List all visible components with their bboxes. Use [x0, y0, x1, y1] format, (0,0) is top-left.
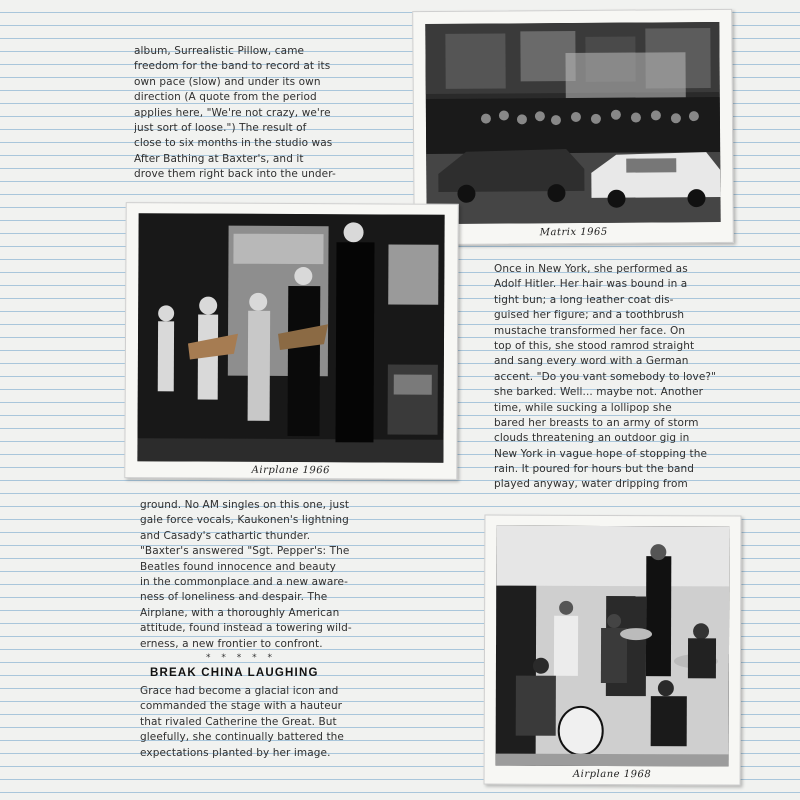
- text-line: Grace had become a glacial icon and: [140, 685, 339, 697]
- text-line: album, Surrealistic Pillow, came: [134, 45, 305, 57]
- text-line: applies here, "We're not crazy, we're: [134, 106, 331, 119]
- text-line: gale force vocals, Kaukonen's lightning: [140, 514, 349, 527]
- text-line: in the commonplace and a new aware-: [140, 575, 348, 588]
- text-line: New York in vague hope of stopping the: [494, 447, 708, 460]
- text-line: freedom for the band to record at its: [134, 60, 331, 73]
- text-line: drove them right back into the under-: [134, 168, 336, 181]
- text-line: Adolf Hitler. Her hair was bound in a: [494, 278, 688, 291]
- photo-card-matrix-1965: [412, 9, 734, 245]
- photo-card-airplane-1968: [484, 515, 742, 786]
- text-line: ness of loneliness and despair. The: [140, 591, 328, 604]
- text-line: own pace (slow) and under its own: [134, 75, 321, 88]
- body-text-column-2: [494, 262, 744, 493]
- body-text-column-1: [134, 44, 384, 183]
- text-line: Once in New York, she performed as: [494, 263, 688, 275]
- text-line: mustache transformed her face. On: [494, 324, 686, 337]
- section-divider-stars: * * * * *: [206, 653, 276, 663]
- band-in-studio-photo: [496, 526, 730, 767]
- text-line: accent. "Do you vant somebody to love?": [494, 370, 717, 383]
- text-line: and Casady's cathartic thunder.: [140, 529, 311, 542]
- body-text-column-4: [140, 684, 400, 761]
- text-line: that rivaled Catherine the Great. But: [140, 715, 337, 728]
- text-line: just sort of loose.") The result of: [134, 121, 307, 134]
- text-line: and sang every word with a German: [494, 355, 689, 368]
- section-heading: BREAK CHINA LAUGHING: [150, 667, 319, 679]
- text-line: Airplane, with a thoroughly American: [140, 606, 340, 619]
- photo-caption: Airplane 1968: [572, 768, 652, 781]
- text-line: erness, a new frontier to confront.: [140, 637, 323, 650]
- text-line: gleefully, she continually battered the: [140, 731, 344, 744]
- text-line: bared her breasts to an army of storm: [494, 416, 699, 429]
- photo-caption: Airplane 1966: [251, 464, 330, 477]
- text-line: After Bathing at Baxter's, and it: [134, 152, 304, 165]
- text-line: commanded the stage with a hauteur: [140, 700, 343, 713]
- text-line: direction (A quote from the period: [134, 91, 317, 104]
- photo-caption: Matrix 1965: [539, 226, 608, 239]
- text-line: ground. No AM singles on this one, just: [140, 499, 350, 511]
- photo-card-airplane-1966: [124, 202, 458, 480]
- band-on-stage-photo: [137, 213, 444, 463]
- text-line: rain. It poured for hours but the band: [494, 463, 695, 476]
- text-line: tight bun; a long leather coat dis-: [494, 293, 674, 306]
- text-line: clouds threatening an outdoor gig in: [494, 432, 690, 445]
- text-line: top of this, she stood ramrod straight: [494, 339, 695, 352]
- text-line: played anyway, water dripping from: [494, 478, 688, 491]
- text-line: time, while sucking a lollipop she: [494, 401, 672, 414]
- text-line: "Baxter's answered "Sgt. Pepper's: The: [140, 545, 350, 558]
- text-line: she barked. Well... maybe not. Another: [494, 386, 704, 399]
- text-line: attitude, found instead a towering wild-: [140, 622, 352, 635]
- text-line: guised her figure; and a toothbrush: [494, 309, 685, 322]
- text-line: close to six months in the studio was: [134, 137, 333, 150]
- text-line: Beatles found innocence and beauty: [140, 560, 336, 573]
- text-line: expectations planted by her image.: [140, 746, 331, 759]
- street-scene-photo: [425, 22, 720, 224]
- body-text-column-3: [140, 498, 400, 652]
